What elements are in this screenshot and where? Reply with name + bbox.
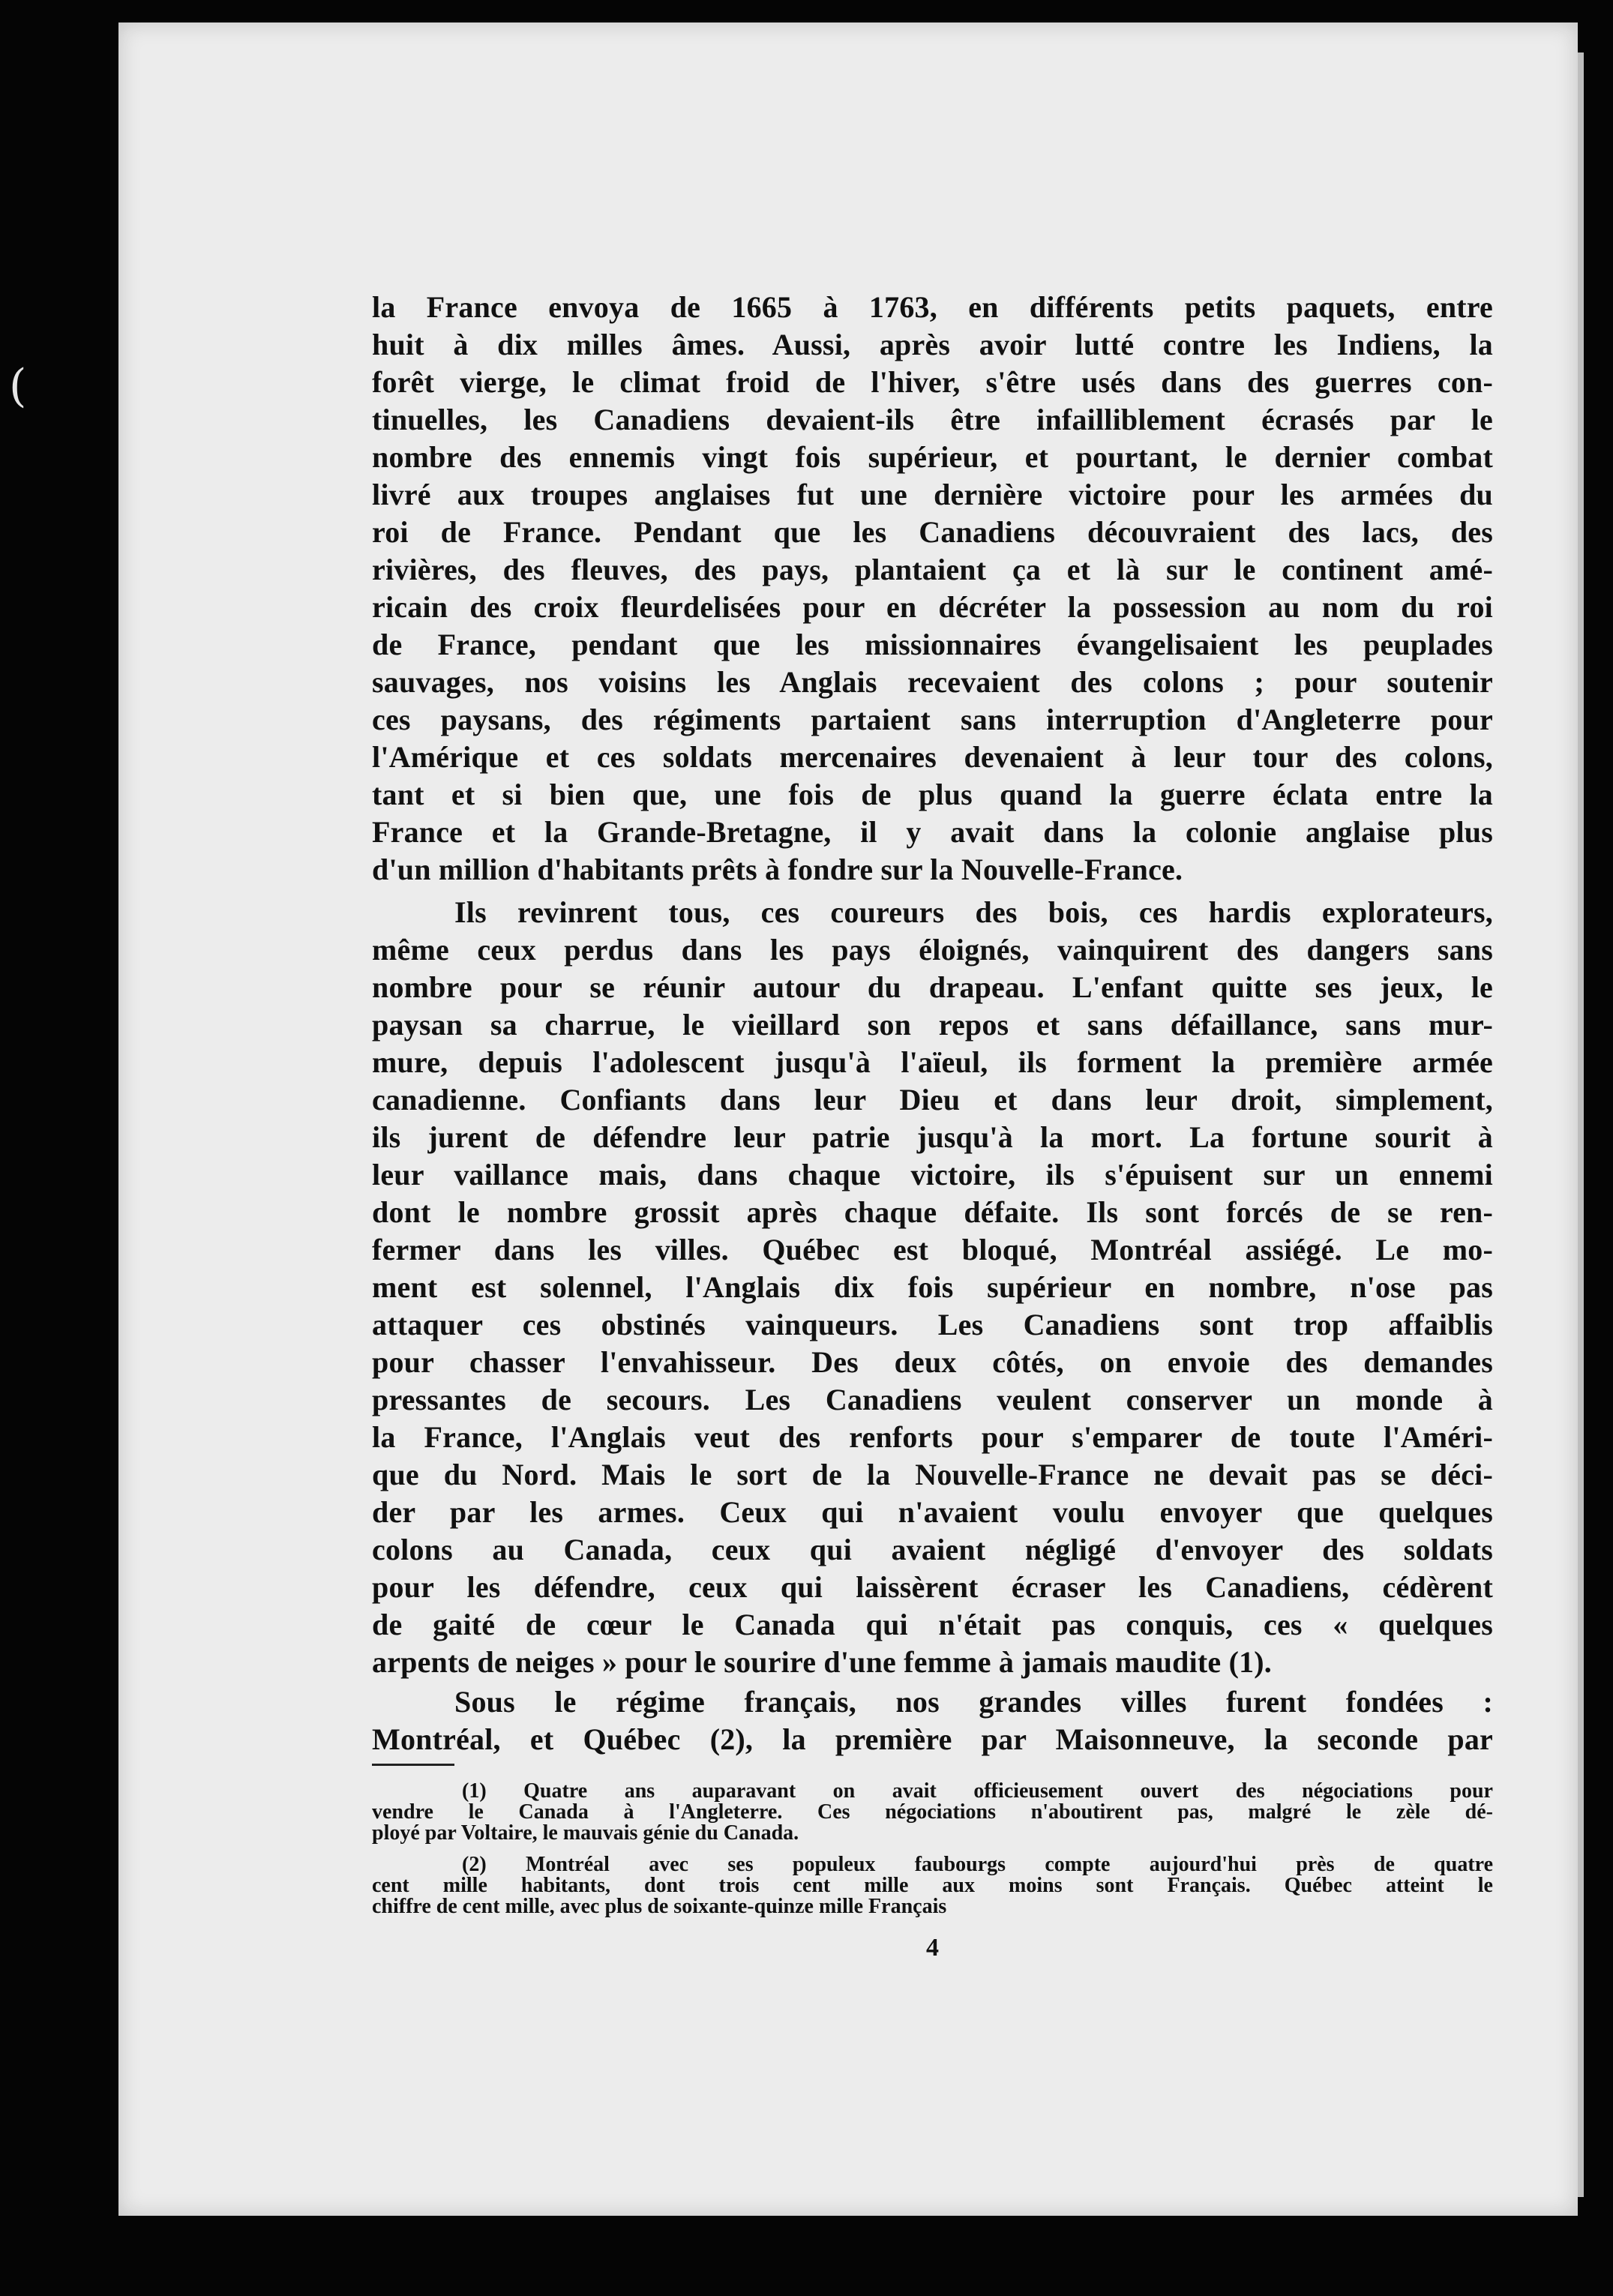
body-line: France et la Grande-Bretagne, il y avait dans la colonie anglaise plus xyxy=(372,815,1493,849)
body-line: Ils revinrent tous, ces coureurs des bois, ces hardis explorateurs, xyxy=(454,895,1493,929)
body-line: ricain des croix fleurdelisées pour en décréter la possession au nom du roi xyxy=(372,590,1493,624)
book-page xyxy=(118,22,1578,2216)
body-line: colons au Canada, ceux qui avaient négligé d'envoyer des soldats xyxy=(372,1533,1493,1566)
body-line: forêt vierge, le climat froid de l'hiver, s'être usés dans des guerres con- xyxy=(372,365,1493,399)
footnote-rule xyxy=(372,1764,454,1766)
footnote-line: vendre le Canada à l'Angleterre. Ces négociations n'aboutirent pas, malgré le zèle dé- xyxy=(372,1800,1493,1824)
body-line: dont le nombre grossit après chaque défaite. Ils sont forcés de se ren- xyxy=(372,1195,1493,1229)
body-line: nombre des ennemis vingt fois supérieur, et pourtant, le dernier combat xyxy=(372,440,1493,474)
body-line: pour chasser l'envahisseur. Des deux côtés, on envoie des demandes xyxy=(372,1345,1493,1379)
body-line: Montréal, et Québec (2), la première par Maisonneuve, la seconde par xyxy=(372,1722,1493,1756)
page-edge xyxy=(1578,52,1584,2197)
body-line: arpents de neiges » pour le sourire d'une femme à jamais maudite (1). xyxy=(372,1645,1273,1679)
page-number: 4 xyxy=(926,1934,939,1962)
footnote-line: cent mille habitants, dont trois cent mille aux moins sont Français. Québec atteint le xyxy=(372,1874,1493,1897)
body-line: tant et si bien que, une fois de plus quand la guerre éclata entre la xyxy=(372,778,1493,811)
margin-mark: ( xyxy=(9,360,27,412)
body-line: pressantes de secours. Les Canadiens veulent conserver un monde à xyxy=(372,1383,1493,1416)
footnote-line: chiffre de cent mille, avec plus de soixante-quinze mille Français xyxy=(372,1895,947,1918)
body-line: sauvages, nos voisins les Anglais recevaient des colons ; pour soutenir xyxy=(372,665,1493,699)
body-line: rivières, des fleuves, des pays, plantaient ça et là sur le continent amé- xyxy=(372,553,1493,586)
body-line: fermer dans les villes. Québec est bloqué, Montréal assiégé. Le mo- xyxy=(372,1233,1493,1266)
body-line: nombre pour se réunir autour du drapeau. L'enfant quitte ses jeux, le xyxy=(372,970,1493,1004)
body-line: Sous le régime français, nos grandes villes furent fondées : xyxy=(454,1685,1493,1719)
body-line: roi de France. Pendant que les Canadiens découvraient des lacs, des xyxy=(372,515,1493,549)
body-line: paysan sa charrue, le vieillard son repos et sans défaillance, sans mur- xyxy=(372,1008,1493,1042)
footnote-line: (1) Quatre ans auparavant on avait officieusement ouvert des négociations pour xyxy=(462,1779,1493,1803)
body-line: la France envoya de 1665 à 1763, en différents petits paquets, entre xyxy=(372,290,1493,324)
body-line: ment est solennel, l'Anglais dix fois supérieur en nombre, n'ose pas xyxy=(372,1270,1493,1304)
body-line: canadienne. Confiants dans leur Dieu et dans leur droit, simplement, xyxy=(372,1083,1493,1117)
body-line: tinuelles, les Canadiens devaient-ils être infailliblement écrasés par le xyxy=(372,403,1493,436)
body-line: livré aux troupes anglaises fut une dernière victoire pour les armées du xyxy=(372,478,1493,511)
footnote-line: (2) Montréal avec ses populeux faubourgs compte aujourd'hui près de quatre xyxy=(462,1853,1493,1876)
body-line: mure, depuis l'adolescent jusqu'à l'aïeul, ils forment la première armée xyxy=(372,1045,1493,1079)
body-line: ils jurent de défendre leur patrie jusqu'à la mort. La fortune sourit à xyxy=(372,1120,1493,1154)
body-line: der par les armes. Ceux qui n'avaient voulu envoyer que quelques xyxy=(372,1495,1493,1529)
body-line: d'un million d'habitants prêts à fondre sur la Nouvelle-France. xyxy=(372,853,1183,886)
body-line: l'Amérique et ces soldats mercenaires devenaient à leur tour des colons, xyxy=(372,740,1493,774)
footnote-line: ployé par Voltaire, le mauvais génie du Canada. xyxy=(372,1821,799,1845)
body-line: même ceux perdus dans les pays éloignés, vainquirent des dangers sans xyxy=(372,933,1493,967)
body-line: la France, l'Anglais veut des renforts pour s'emparer de toute l'Améri- xyxy=(372,1420,1493,1454)
body-line: que du Nord. Mais le sort de la Nouvelle-France ne devait pas se déci- xyxy=(372,1458,1493,1491)
body-line: pour les défendre, ceux qui laissèrent écraser les Canadiens, cédèrent xyxy=(372,1570,1493,1604)
body-line: leur vaillance mais, dans chaque victoire, ils s'épuisent sur un ennemi xyxy=(372,1158,1493,1191)
body-line: de France, pendant que les missionnaires évangelisaient les peuplades xyxy=(372,628,1493,661)
body-line: de gaité de cœur le Canada qui n'était pas conquis, ces « quelques xyxy=(372,1608,1493,1641)
body-line: huit à dix milles âmes. Aussi, après avoir lutté contre les Indiens, la xyxy=(372,328,1493,361)
body-line: ces paysans, des régiments partaient sans interruption d'Angleterre pour xyxy=(372,703,1493,736)
body-line: attaquer ces obstinés vainqueurs. Les Canadiens sont trop affaiblis xyxy=(372,1308,1493,1341)
